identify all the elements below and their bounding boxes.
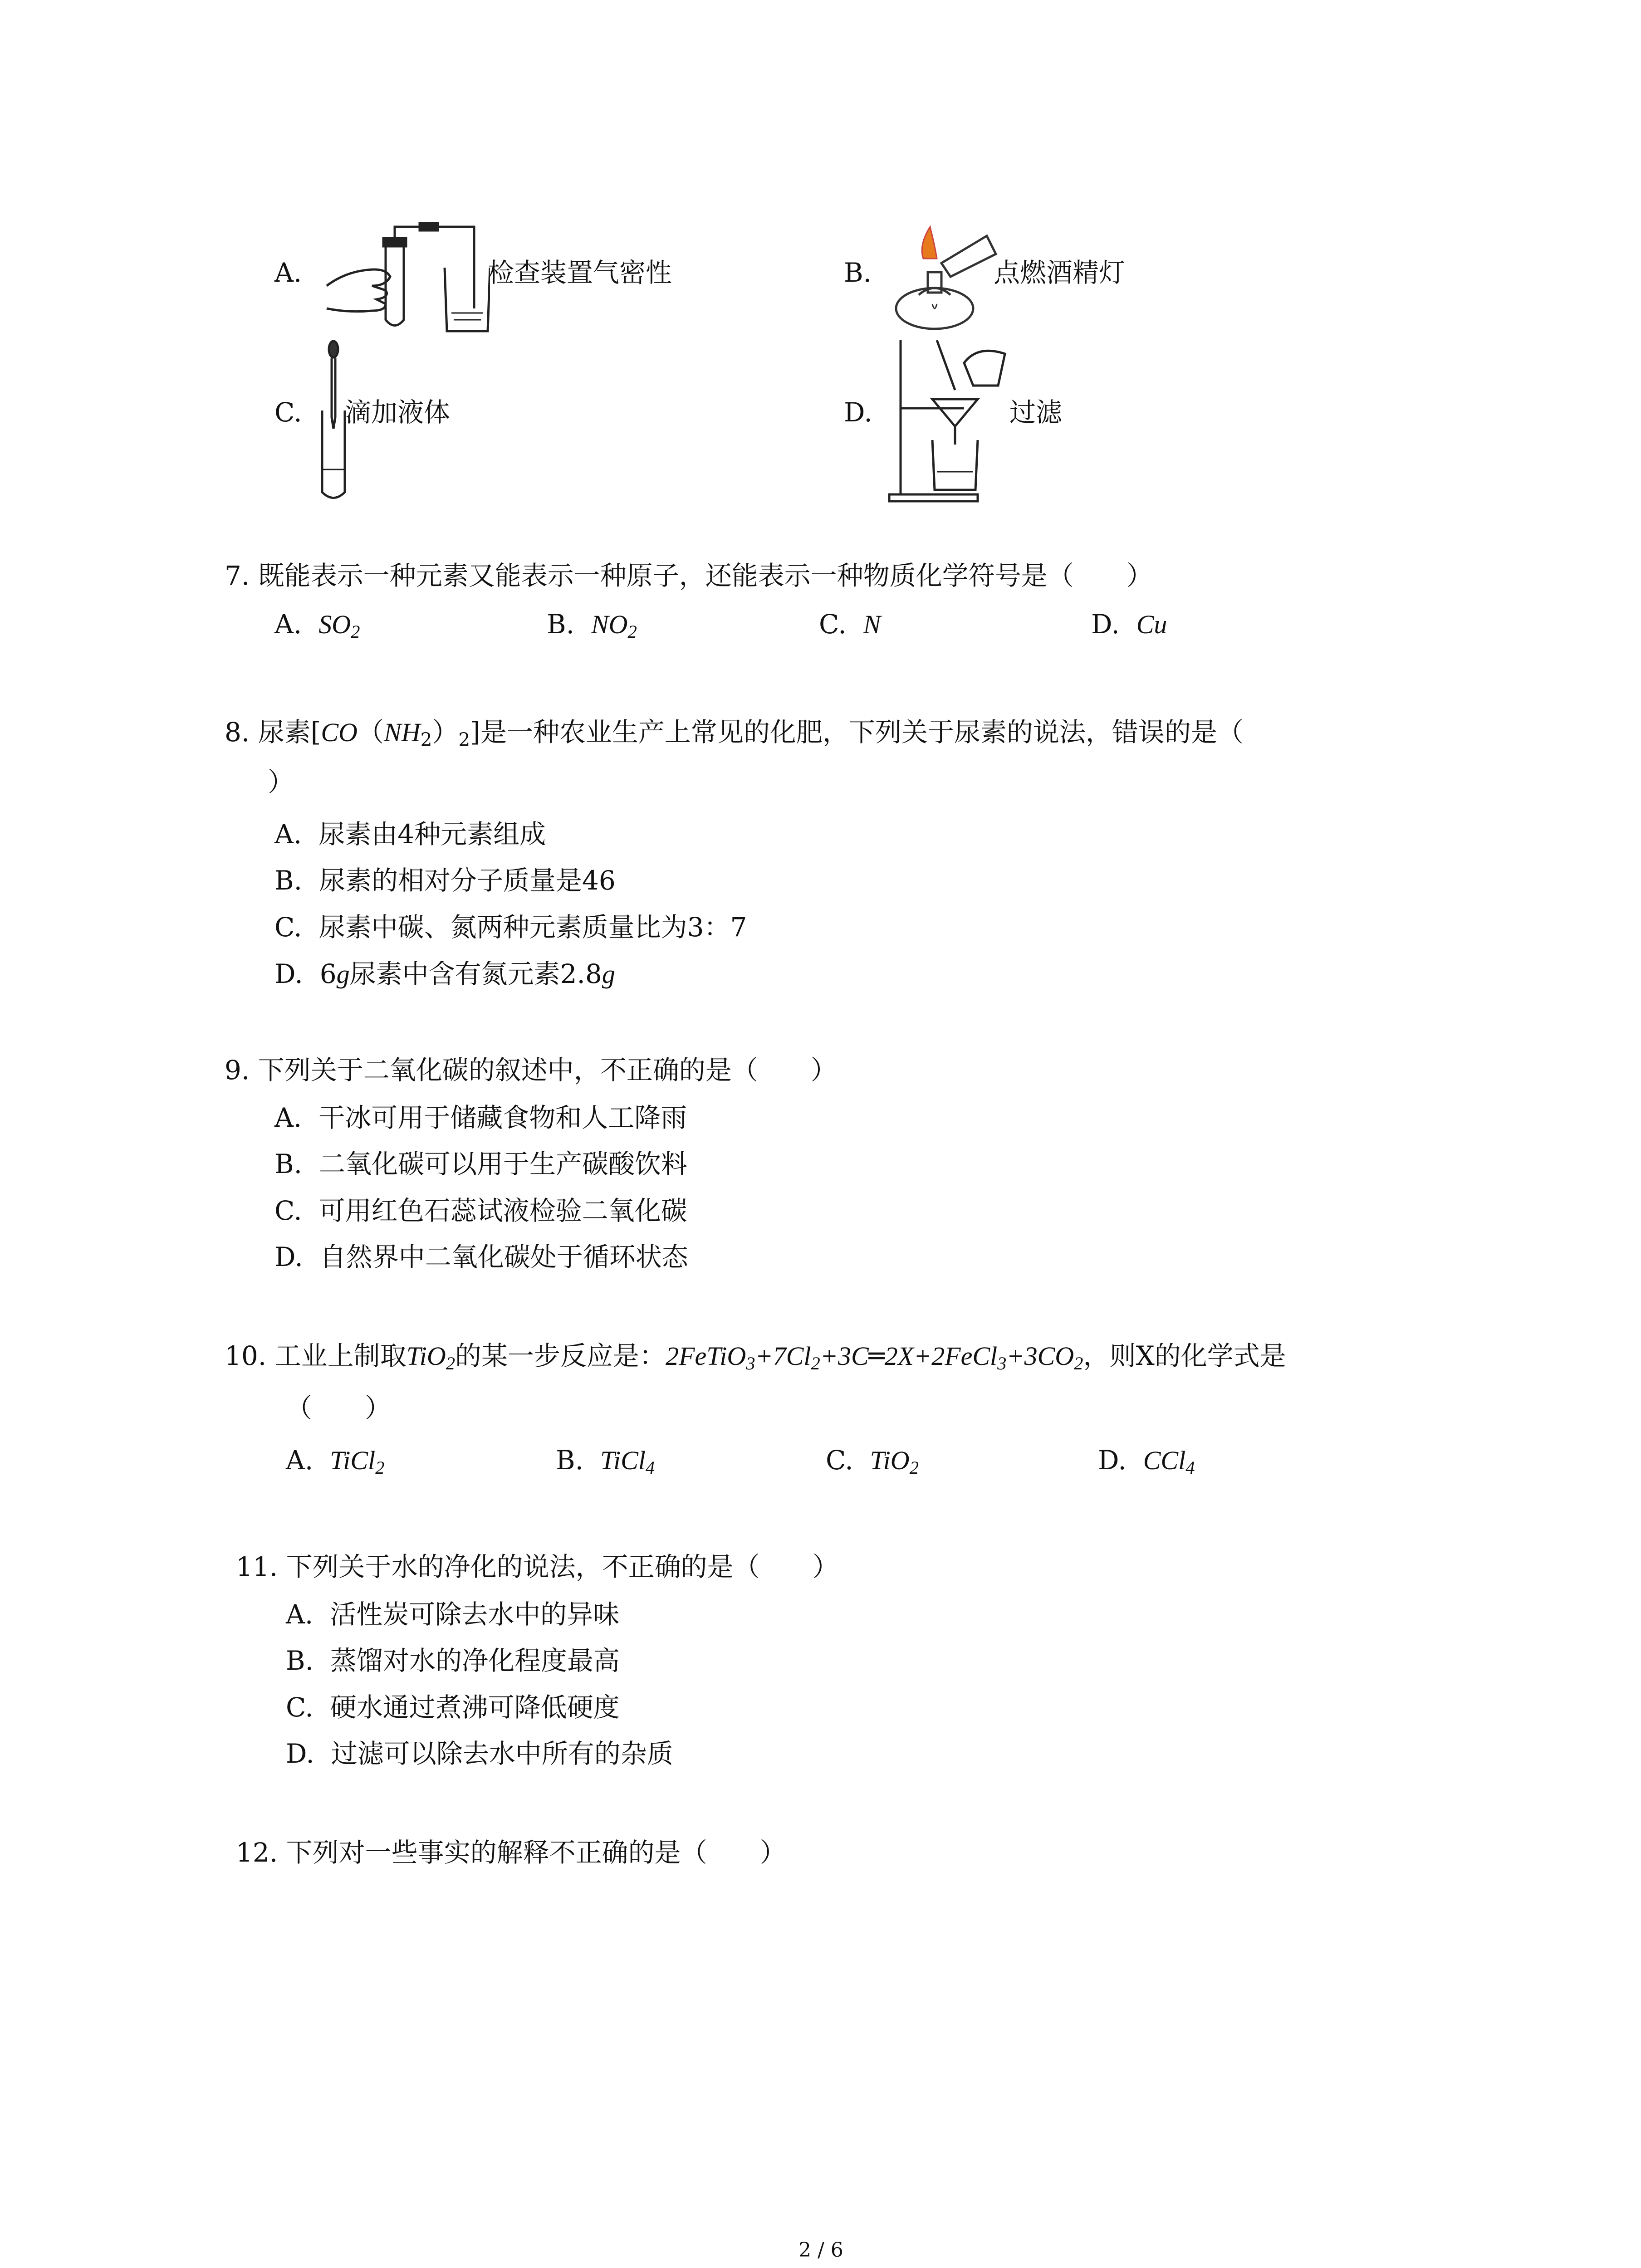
q12-stem: 12. 下列对一些事实的解释不正确的是（ ） [236,1837,786,1868]
q10-option-a: A. TiCl$_2$ [286,1445,385,1478]
q9-option-c: C. 可用红色石蕊试液检验二氧化碳 [274,1195,687,1226]
q6-option-d-letter: D. [844,397,872,428]
q6-option-a-letter: A. [274,257,302,288]
q10-option-b: B. TiCl$_4$ [556,1445,655,1478]
q6-option-c-caption: 滴加液体 [345,397,451,428]
q8-option-c: C. 尿素中碳、氮两种元素质量比为3：7 [274,912,747,943]
q11-option-b: B. 蒸馏对水的净化程度最高 [286,1645,620,1676]
q6-option-b-letter: B. [844,257,872,288]
q10-option-c: C. TiO$_2$ [826,1445,919,1478]
q6-option-d-caption: 过滤 [1009,397,1063,428]
q10-option-d: D. CCl$_4$ [1098,1445,1195,1478]
q8-option-b: B. 尿素的相对分子质量是46 [274,865,616,896]
q7-option-c: C. N [819,609,881,640]
q7-option-d: D. Cu [1091,609,1167,640]
q11-stem: 11. 下列关于水的净化的说法，不正确的是（ ） [236,1551,839,1582]
q10-stem: 10. 工业上制取TiO$_2$的某一步反应是：$2FeTiO_3+7Cl_2+3C═2X+2FeCl_3+3CO_2$，则X的化学式是 [225,1340,1286,1374]
q6-option-b-caption: 点燃酒精灯 [994,257,1126,288]
q7-stem: 7. 既能表示一种元素又能表示一种原子，还能表示一种物质化学符号是（ ） [225,560,1153,591]
q8-option-d: D. 6g尿素中含有氮元素2.8g [274,958,615,989]
q8-stem: 8. 尿素$[CO(NH_2)_2]$是一种农业生产上常见的化肥，下列关于尿素的说法，错误的是（ [225,717,1244,751]
q6-option-a-caption: 检查装置气密性 [488,257,672,288]
q9-stem: 9. 下列关于二氧化碳的叙述中，不正确的是（ ） [225,1055,837,1085]
q10-stem-line2: （ ） [286,1393,392,1423]
alcohol-lamp-lighting-figure [892,218,1000,336]
q11-option-c: C. 硬水通过煮沸可降低硬度 [286,1692,620,1723]
q8-stem-line2: ） [268,767,294,797]
q8-option-a: A. 尿素由4种元素组成 [274,819,546,850]
q9-option-a: A. 干冰可用于储藏食物和人工降雨 [274,1102,687,1133]
q7-option-b: B. $NO_2$ [547,609,637,642]
q9-option-b: B. 二氧化碳可以用于生产碳酸饮料 [274,1149,687,1179]
q7-option-a: A. $SO_2$ [274,609,360,642]
q6-option-c-letter: C. [274,397,302,428]
q9-option-d: D. 自然界中二氧化碳处于循环状态 [274,1242,688,1272]
q11-option-a: A. 活性炭可除去水中的异味 [286,1599,620,1630]
airtightness-apparatus-figure [318,218,490,336]
q11-option-d: D. 过滤可以除去水中所有的杂质 [286,1738,673,1769]
page-number: 2 / 6 [798,2239,843,2262]
filtration-apparatus-figure [887,336,1009,503]
